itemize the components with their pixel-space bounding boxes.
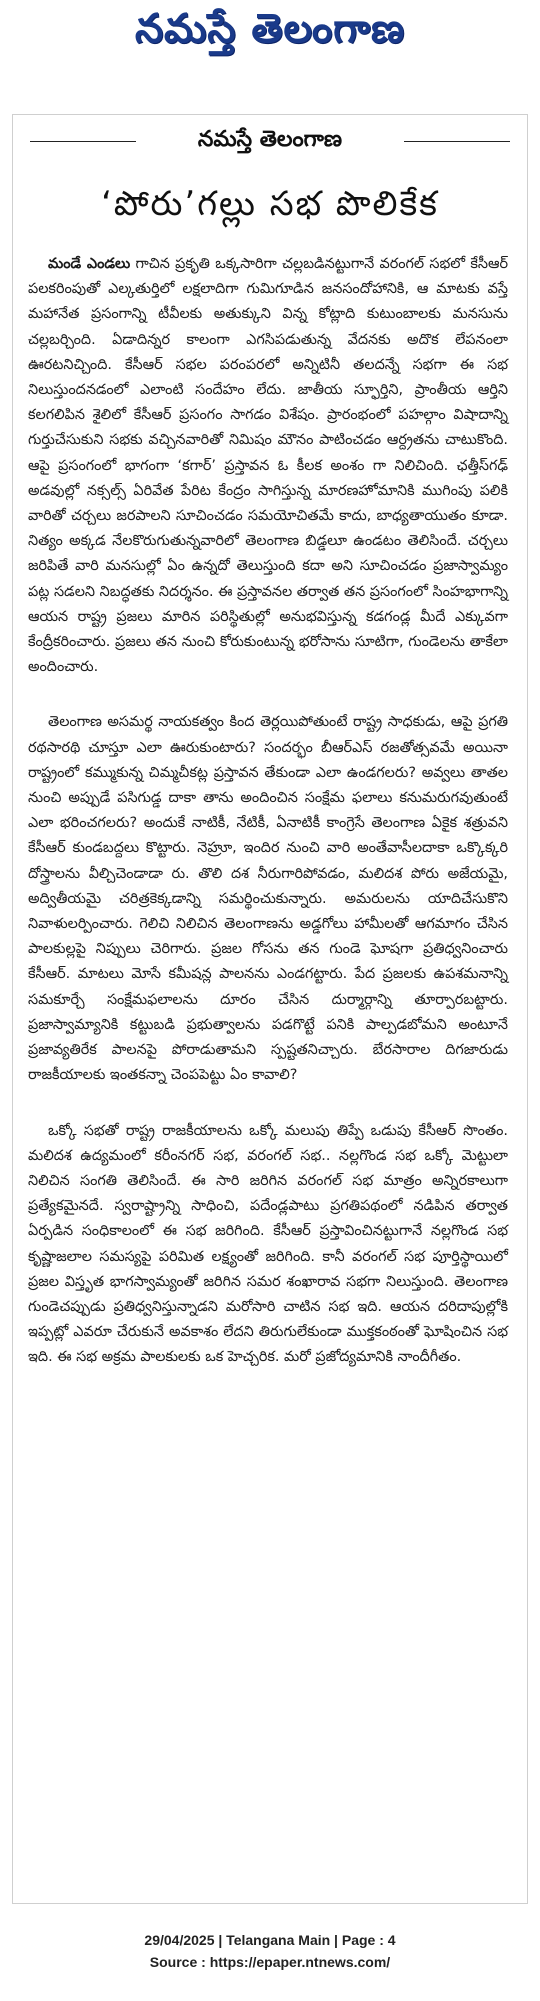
masthead <box>0 0 540 68</box>
footer-date-edition: 29/04/2025 | Telangana Main | Page : 4 <box>144 1932 396 1948</box>
paragraph-2: తెలంగాణ అసమర్థ నాయకత్వం కింద తెర్లయిపోతుంటే రాష్ట్ర సాధకుడు, ఆపై ప్రగతి రథసారథి చూస్తూ ఎలా ఊరుకుంటారు? సందర్భం బీఆర్‌ఎస్ రజతోత్సవమే అయినా రాష్ట్రంలో కమ్ముకున్న చిమ్మచీకట్ల ప్రస్తావన తేకుండా ఎలా ఉండగలరు? అవ్వలు తాతల నుంచి అప్పుడే పసిగుడ్డ దాకా తాను అందించిన సంక్షేమ ఫలాలు కనుమరుగవుతుంటే ఎలా భరించగలరు? అందుకే నాటికీ, నేటికీ, ఏనాటికీ కాంగ్రెసే తెలంగాణ ఏకైక శత్రువని కేసీఆర్ కుండబద్దలు కొట్టారు. నెహ్రూ, ఇందిర నుంచి వారి అంతేవాసీలదాకా ఒక్కొక్కరి దోస్త్రాలను వీల్చిచెండాడా రు. తొలి దశ నీరుగారిపోవడం, మలిదశ పోరు అజేయమై, అద్వితీయమై చరిత్రకెక్కడాన్ని సమర్థించుకున్నారు. అమరులను యాదిచేసుకొని నివాళులర్పించారు. గెలిచి నిలిచిన తెలంగాణను అడ్డగోలు హామీలతో ఆగమాగం చేసిన పాలకుల్లపై నిప్పులు చెరిగారు. ప్రజల గోసను తన గుండె ఘోషగా ప్రతిధ్వనించారు కేసీఆర్. మాటలు మోసే కమీషన్ల పాలనను ఎండగట్టారు. పేద ప్రజలకు ఉపశమనాన్ని సమకూర్చే సంక్షేమఫలాలను దూరం చేసిన దుర్మార్గాన్ని తూర్పారబట్టారు. ప్రజాస్వామ్యానికి కట్టుబడి ప్రభుత్వాలను పడగొట్టే పనికి పాల్పడబోమని అంటూనే ప్రజావ్యతిరేక పాలనపై పోరాడుతామని స్పష్టతనిచ్చారు. బేరసారాల దిగజారుడు రాజకీయాలకు ఇంతకన్నా చెంపపెట్టు ఏం కావాలి? <box>28 714 508 1084</box>
paragraph-1 <box>28 252 508 680</box>
masthead-title: నమస్తే తెలంగాణ <box>134 6 406 52</box>
paragraph-1-text: గాచిన ప్రకృతి ఒక్కసారిగా చల్లబడినట్టుగానే వరంగల్ సభలో కేసీఆర్ పలకరింపుతో ఎల్కతుర్తిలో లక్షలాదిగా గుమిగూడిన జనసందోహానికి, ఆ మాటకు వస్తే మహానేత ప్రసంగాన్ని టీవీలకు అతుక్కుని విన్న కోట్లాది కుటుంబాలకు మనసును చల్లబర్చింది. ఏడాదిన్నర కాలంగా ఎగసిపడుతున్న వేదనకు అదొక లేపనంలా ఊరటనిచ్చింది. కేసీఆర్ సభల పరంపరలో అన్నిటినీ తలదన్నే సభగా ఈ సభ నిలుస్తుందనడంలో ఎలాంటి సందేహం లేదు. జాతీయ స్ఫూర్తిని, ప్రాంతీయ ఆర్తిని కలగలిపిన శైలిలో కేసీఆర్ ప్రసంగం సాగడం విశేషం. ప్రారంభంలో పహల్గాం విషాదాన్ని గుర్తుచేసుకుని సభకు వచ్చినవారితో నిమిషం మౌనం పాటించడం ఆర్ద్రతను చాటుకొంది. ఆపై ప్రసంగంలో భాగంగా ‘కగార్’ ప్రస్తావన ఓ కీలక అంశం గా నిలిచింది. ఛత్తీస్‌గఢ్ అడవుల్లో నక్సల్స్ ఏరివేత పేరిట కేంద్రం సాగిస్తున్న మారణహోమానికి ముగింపు పలికి వారితో చర్చలు జరపాలని సూచించడం సమయోచితమే కాదు, బాధ్యతాయుతం కూడా. నిత్యం అక్కడ నేలకొరుగుతున్నవారిలో తెలంగాణ బిడ్డలూ ఉండటం తెలిసిందే. చర్చలు జరిపితే వారి మనసుల్లో ఏం ఉన్నదో తెలుస్తుంది కదా అని సూచించడం ప్రజాస్వామ్యం పట్ల సడలని నిబద్ధతకు నిదర్శనం. ఈ ప్రస్తావనల తర్వాత తన ప్రసంగంలో సింహభాగాన్ని ఆయన రాష్ట్ర ప్రజలు మారిన పరిస్థితుల్లో అనుభవిస్తున్న కడగండ్ల మీదే ఎక్కువగా కేంద్రీకరించారు. ప్రజలు తన నుంచి కోరుకుంటున్న భరోసాను సూటిగా, గుండెలను తాకేలా అందించారు. <box>28 256 508 676</box>
article-headline: ‘పోరు’గల్లు సభ పొలికేక <box>101 184 439 224</box>
paragraph-3: ఒక్కో సభతో రాష్ట్ర రాజకీయాలను ఒక్కో మలుపు తిప్పే ఒడుపు కేసీఆర్ సొంతం. మలిదశ ఉద్యమంలో కరీంనగర్ సభ, వరంగల్ సభ.. నల్లగొండ సభ ఒక్కో మెట్టులా నిలిచిన సంగతి తెలిసిందే. ఈ సారి జరిగిన వరంగల్ సభ మాత్రం అన్నిరకాలుగా ప్రత్యేకమైనదే. స్వరాష్ట్రాన్ని సాధించి, పదేండ్లపాటు ప్రగతిపథంలో నడిపిన తర్వాత ఏర్పడిన సంధికాలంలో ఈ సభ జరిగింది. కేసీఆర్ ప్రస్తావించినట్టుగానే నల్లగొండ సభ కృష్ణాజలాల సమస్యపై పరిమిత లక్ష్యంతో జరిగింది. కానీ వరంగల్ సభ పూర్తిస్థాయిలో ప్రజల విస్తృత భాగస్వామ్యంతో జరిగిన సమర శంఖారావ సభగా నిలుస్తుంది. తెలంగాణ గుండెచప్పుడు ప్రతిధ్వనిస్తున్నాడని మరోసారి చాటిన సభ ఇది. ఆయన దరిదాపుల్లోకి ఇప్పట్లో ఎవరూ చేరుకునే అవకాశం లేదని తిరుగులేకుండా ముక్తకంఠంతో ఘోషించిన సభ ఇది. ఈ సభ అక్రమ పాలకులకు ఒక హెచ్చరిక. మరో ప్రజోద్యమానికి నాందీగీతం. <box>28 1122 508 1366</box>
article-body <box>28 252 508 1401</box>
footer-source: Source : https://epaper.ntnews.com/ <box>149 1954 391 1970</box>
lead-words: మండే ఎండలు <box>48 256 131 272</box>
clipping-logo <box>120 118 420 166</box>
clipping-logo-text: నమస్తే తెలంగాణ <box>197 127 343 152</box>
